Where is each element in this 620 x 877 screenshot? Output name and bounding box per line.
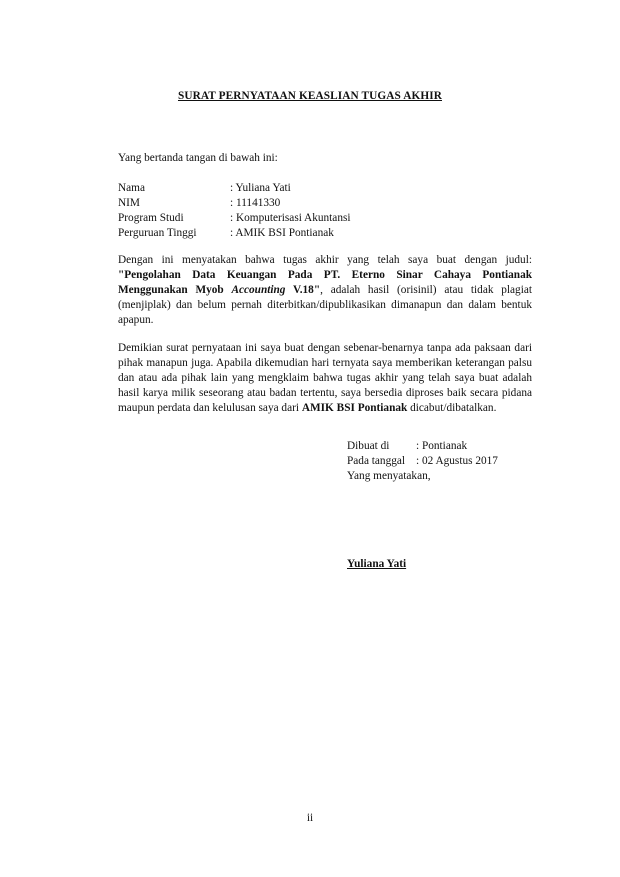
field-label: NIM [118,197,140,209]
field-row-perguruan-tinggi [118,226,351,241]
field-value: : AMIK BSI Pontianak [230,226,334,241]
signature-block [347,439,498,484]
field-label: Perguruan Tinggi [118,227,197,239]
signature-place-row [347,439,498,454]
signature-label: Pada tanggal [347,455,406,467]
intro-text: Yang bertanda tangan di bawah ini: [118,152,278,164]
signer-name: Yuliana Yati [347,558,407,570]
thesis-title-end: V.18" [285,284,321,296]
signature-date-row [347,454,498,469]
field-row-nama [118,181,351,196]
thesis-title-italic: Accounting [231,284,286,296]
field-label: Program Studi [118,212,184,224]
signature-statement: Yang menyatakan, [347,470,431,482]
signature-value: : Pontianak [416,439,467,454]
thesis-title-text: "Pengolahan Data Keuangan Pada PT. Eterno Sinar Cahaya Pontianak Menggunakan Myob [118,269,532,296]
field-label: Nama [118,182,145,194]
signature-value: : 02 Agustus 2017 [416,454,498,469]
document-title: SURAT PERNYATAAN KEASLIAN TUGAS AKHIR [177,90,442,102]
closing-end: dicabut/dibatalkan. [407,402,497,414]
paragraph-tail: , adalah hasil (orisinil) atau tidak plagiat (menjiplak) dan belum pernah diterbitkan/dipublikasikan dimanapun dan dalam bentuk apapun. [118,284,532,326]
paragraph-lead: Dengan ini menyatakan bahwa tugas akhir yang telah saya buat dengan judul: [118,254,532,266]
field-value: : Komputerisasi Akuntansi [230,211,351,226]
field-value: : 11141330 [230,196,280,211]
statement-paragraph [118,253,532,328]
field-value: : Yuliana Yati [230,181,291,196]
closing-text: Demikian surat pernyataan ini saya buat dengan sebenar-benarnya tanpa ada paksaan dari pihak manapun juga. Apabila dikemudian hari ternyata saya memberikan keterangan palsu dan atau ada pihak lain yang mengklaim bahwa tugas akhir yang telah saya buat adalah hasil karya milik seseorang atau badan tertentu, saya bersedia diproses baik secara pidana maupun perdata dan kelulusan saya dari [118,342,532,414]
page-number: ii [306,812,314,824]
signature-label: Dibuat di [347,440,390,452]
closing-paragraph [118,341,532,416]
field-row-nim [118,196,351,211]
identity-fields [118,181,351,241]
field-row-program-studi [118,211,351,226]
institution-name: AMIK BSI Pontianak [301,402,408,414]
